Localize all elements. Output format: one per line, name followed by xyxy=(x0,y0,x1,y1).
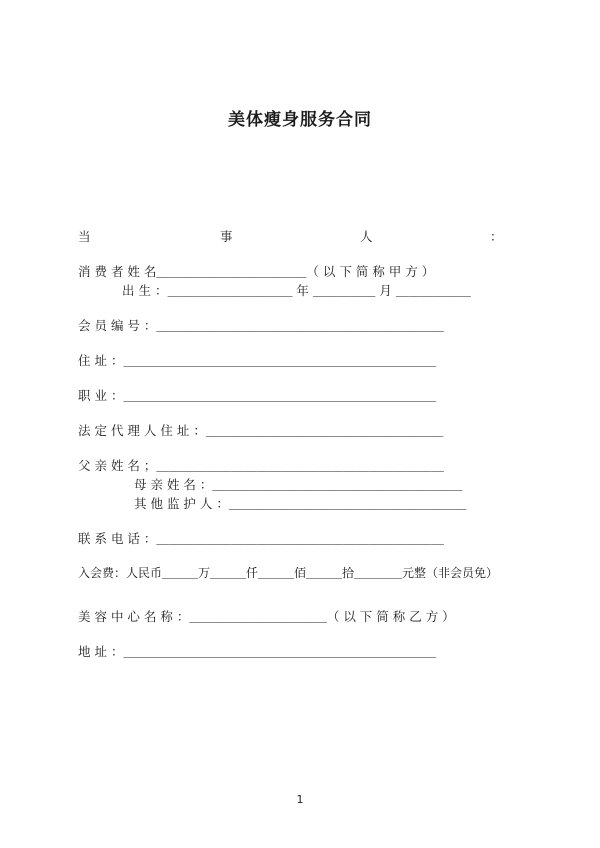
field-other-guardian-blank[interactable]: ＿＿＿＿＿＿＿＿＿＿＿＿＿＿＿＿＿＿＿ xyxy=(228,496,467,511)
contract-body xyxy=(78,228,530,660)
field-center-address-blank[interactable]: ＿＿＿＿＿＿＿＿＿＿＿＿＿＿＿＿＿＿＿＿＿＿＿＿＿ xyxy=(123,644,436,659)
field-birth-date xyxy=(78,282,530,299)
field-address-blank[interactable]: ＿＿＿＿＿＿＿＿＿＿＿＿＿＿＿＿＿＿＿＿＿＿＿＿＿ xyxy=(123,353,436,368)
field-member-number-label: 会 员 编 号 ： xyxy=(78,318,157,333)
field-contact-phone xyxy=(78,530,530,547)
field-birth-date-label: 出 生 ： xyxy=(122,283,168,298)
party-heading-col1: 当 xyxy=(78,229,91,244)
field-beauty-center-name-blank[interactable]: ＿＿＿＿＿＿＿＿＿＿＿ xyxy=(189,609,327,624)
field-address xyxy=(78,352,530,369)
field-address-label: 住 址 ： xyxy=(78,353,124,368)
field-beauty-center-name-suffix: （ 以 下 简 称 乙 方 ） xyxy=(326,609,455,624)
field-mother-name xyxy=(78,476,530,493)
party-heading-row xyxy=(78,228,530,245)
field-membership-fee[interactable]: 入会费：人民币＿＿＿万＿＿＿仟＿＿＿佰＿＿＿拾＿＿＿＿元整（非会员免） xyxy=(78,566,499,580)
field-consumer-name xyxy=(78,263,530,280)
party-heading-col2: 事 xyxy=(220,229,233,244)
field-mother-name-label: 母 亲 姓 名 ： xyxy=(134,477,213,492)
field-birth-date-blank[interactable]: ＿＿＿＿＿＿＿＿＿＿ 年 ＿＿＿＿＿ 月 ＿＿＿＿＿＿ xyxy=(167,283,471,298)
field-member-number xyxy=(78,317,530,334)
field-mother-name-blank[interactable]: ＿＿＿＿＿＿＿＿＿＿＿＿＿＿＿＿＿＿＿＿ xyxy=(212,477,463,492)
field-center-address xyxy=(78,643,530,660)
field-consumer-name-blank[interactable]: ＿＿＿＿＿＿＿＿＿＿＿＿ xyxy=(156,264,307,279)
field-consumer-name-label: 消 费 者 姓 名 xyxy=(78,264,157,279)
field-legal-agent-address xyxy=(78,422,530,439)
field-legal-agent-address-label: 法 定 代 理 人 住 址 ： xyxy=(78,423,206,438)
field-occupation-label: 职 业 ： xyxy=(78,388,124,403)
field-father-name xyxy=(78,457,530,474)
field-consumer-name-suffix: （ 以 下 简 称 甲 方 ） xyxy=(306,264,435,279)
page-title: 美体瘦身服务合同 xyxy=(228,110,372,130)
field-contact-phone-blank[interactable]: ＿＿＿＿＿＿＿＿＿＿＿＿＿＿＿＿＿＿＿＿＿＿＿ xyxy=(156,531,444,546)
field-father-name-label: 父 亲 姓 名 ； xyxy=(78,458,157,473)
page-number: 1 xyxy=(296,793,304,806)
field-contact-phone-label: 联 系 电 话 ： xyxy=(78,531,157,546)
field-center-address-label: 地 址 ： xyxy=(78,644,124,659)
field-member-number-blank[interactable]: ＿＿＿＿＿＿＿＿＿＿＿＿＿＿＿＿＿＿＿＿＿＿＿ xyxy=(156,318,444,333)
party-heading-colon: ： xyxy=(490,229,503,244)
field-legal-agent-address-blank[interactable]: ＿＿＿＿＿＿＿＿＿＿＿＿＿＿＿＿＿＿＿ xyxy=(205,423,444,438)
field-father-name-blank[interactable]: ＿＿＿＿＿＿＿＿＿＿＿＿＿＿＿＿＿＿＿＿＿＿＿ xyxy=(156,458,444,473)
field-beauty-center-name xyxy=(78,608,530,625)
field-occupation xyxy=(78,387,530,404)
field-other-guardian xyxy=(78,495,530,512)
field-occupation-blank[interactable]: ＿＿＿＿＿＿＿＿＿＿＿＿＿＿＿＿＿＿＿＿＿＿＿＿＿ xyxy=(123,388,436,403)
field-other-guardian-label: 其 他 监 护 人 ： xyxy=(134,496,229,511)
party-heading-col3: 人 xyxy=(360,229,373,244)
field-beauty-center-name-label: 美 容 中 心 名 称 ： xyxy=(78,609,190,624)
